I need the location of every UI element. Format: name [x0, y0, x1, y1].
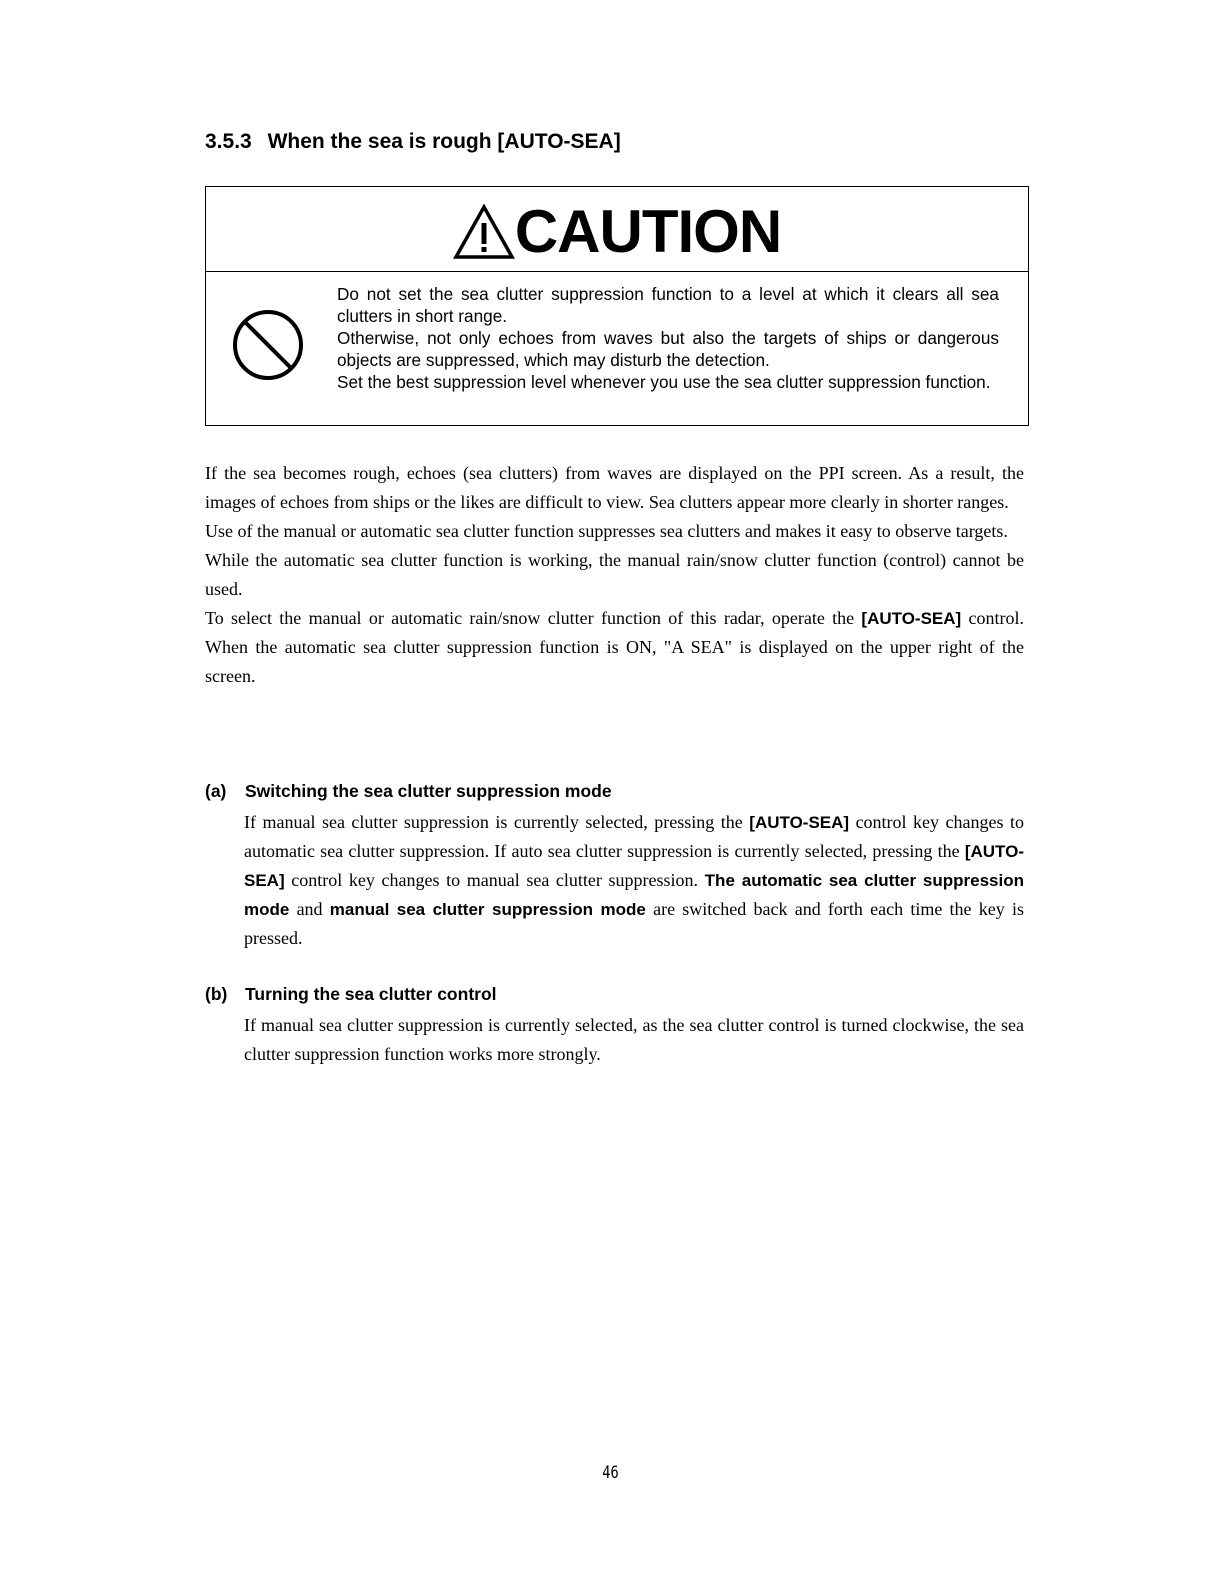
section-number: 3.5.3: [205, 130, 252, 153]
prohibition-icon: [232, 309, 304, 381]
warning-triangle-icon: [453, 204, 515, 260]
body-text-run: To select the manual or automatic rain/snow clutter function of this radar, operate the: [205, 608, 862, 628]
body-paragraph: While the automatic sea clutter function is working, the manual rain/snow clutter function (control) cannot be used.: [205, 550, 1024, 599]
auto-sea-key-label: [AUTO-SEA]: [749, 813, 850, 832]
subsection-title: Switching the sea clutter suppression mode: [245, 781, 612, 801]
subsection-paragraph: [244, 808, 1024, 953]
caution-line: Do not set the sea clutter suppression function to a level at which it clears all sea clutters in short range.: [337, 284, 999, 326]
caution-line: Set the best suppression level whenever you use the sea clutter suppression function.: [337, 372, 991, 392]
caution-header: [206, 187, 1028, 272]
bold-term: manual sea clutter suppression mode: [329, 900, 646, 919]
text-run: control key changes to manual sea clutter suppression.: [284, 870, 705, 890]
caution-box: [205, 186, 1029, 426]
text-run: control key changes to automatic sea clutter suppression. If auto sea clutter suppression is currently selected, pressing the: [244, 812, 1024, 861]
subsection-paragraph: If manual sea clutter suppression is currently selected, as the sea clutter control is turned clockwise, the sea clutter suppression function works more strongly.: [244, 1015, 1024, 1064]
text-run: and: [289, 899, 330, 919]
subsection-b-body: [244, 1011, 1024, 1069]
bold-term: The automatic sea clutter suppression mode: [244, 871, 1024, 919]
body-text: [205, 459, 1024, 691]
caution-title: [453, 198, 782, 265]
body-text-run: control. When the automatic sea clutter suppression function is ON, "A SEA" is displayed on the upper right of the screen.: [205, 608, 1024, 686]
text-run: If manual sea clutter suppression is currently selected, pressing the: [244, 812, 750, 832]
auto-sea-key-label: [AUTO-SEA]: [244, 842, 1024, 890]
text-run: are switched back and forth each time the key is pressed.: [244, 899, 1024, 948]
subsection-a-heading: [205, 781, 612, 802]
section-heading: [205, 130, 621, 154]
page-number: 46: [602, 1463, 619, 1483]
auto-sea-key-label: [AUTO-SEA]: [861, 609, 962, 628]
caution-title-text: CAUTION: [514, 198, 782, 265]
body-paragraph: Use of the manual or automatic sea clutter function suppresses sea clutters and makes it easy to observe targets.: [205, 521, 1008, 541]
body-paragraph: If the sea becomes rough, echoes (sea clutters) from waves are displayed on the PPI screen. As a result, the images of echoes from ships or the likes are difficult to view. Sea clutters appear more clearly in shorter ranges.: [205, 463, 1024, 512]
caution-line: Otherwise, not only echoes from waves but also the targets of ships or dangerous objects are suppressed, which may disturb the detection.: [337, 328, 999, 370]
subsection-b-heading: [205, 984, 497, 1005]
subsection-label: (b): [205, 984, 228, 1004]
caution-text: [337, 283, 999, 393]
body-paragraph: [205, 604, 1024, 691]
subsection-a-body: [244, 808, 1024, 953]
subsection-label: (a): [205, 781, 227, 801]
subsection-title: Turning the sea clutter control: [245, 984, 497, 1004]
section-title: When the sea is rough [AUTO-SEA]: [267, 130, 621, 153]
